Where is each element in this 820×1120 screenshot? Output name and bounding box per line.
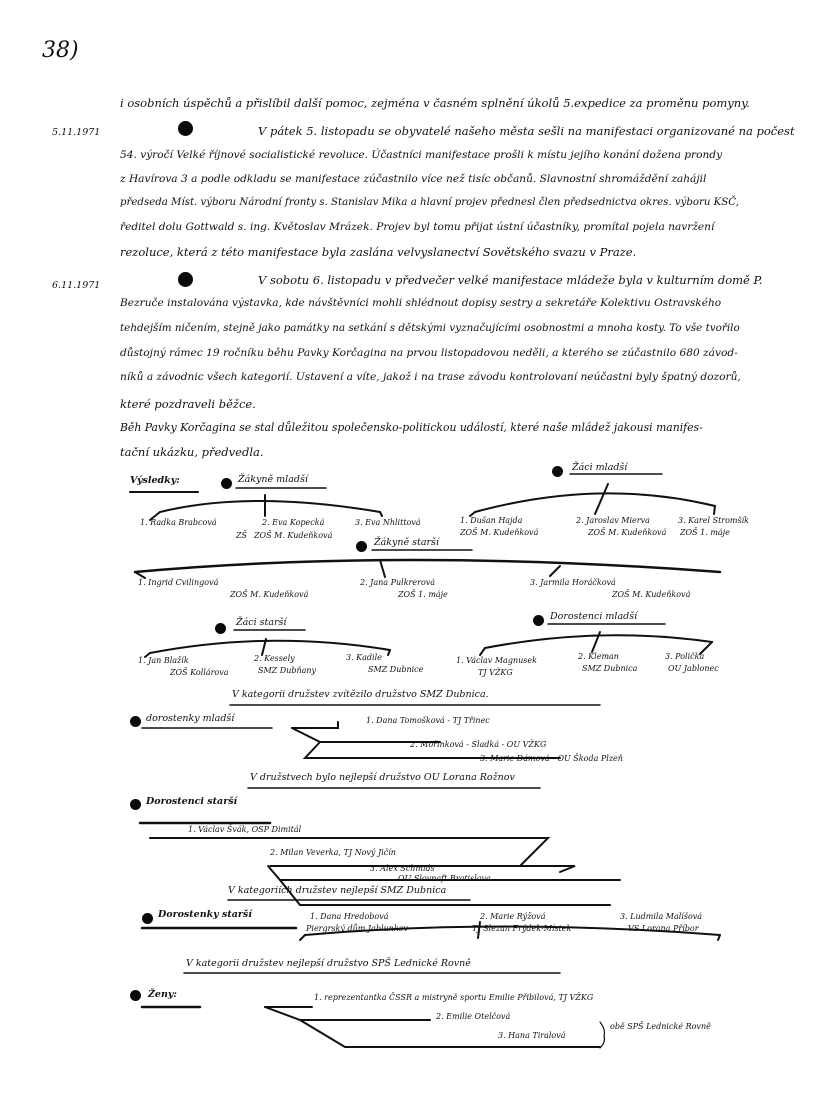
result-club: SMZ Dubnica (582, 664, 638, 673)
result-club: ZOŠ M. Kudeňková (460, 528, 539, 537)
result-name: 2. Jana Pulkrerová (360, 578, 436, 587)
bullet-dot (215, 623, 226, 634)
bullet-dot (552, 466, 563, 477)
result-club: ZŠ (236, 531, 248, 540)
body-line: tační ukázku, předvedla. (120, 445, 264, 459)
result-entry: 3. Marie Dámová - OU Škoda Plzeň (480, 754, 623, 763)
result-entry: 1. reprezentantka ČSSR a mistryně sportu Emilie Přibilová, TJ VŽKG (314, 993, 594, 1002)
result-name: 3. Alex Schmids (370, 864, 435, 873)
result-name: 3. Jarmila Horáčková (530, 578, 616, 587)
body-line: ředitel dolu Gottwald s. ing. Květoslav Mrázek. Projev byl tomu přijat ústní účastníky, promítal pojela navržení (120, 221, 715, 233)
body-line: tehdejším ničením, stejně jako památky na setkání s dětskými vyznačujícími osobnostmi a mnoha kosty. To vše tvořilo (120, 322, 740, 334)
team-result: V družstvech bylo nejlepší družstvo OU Lorana Rožnov (250, 772, 515, 783)
team-result: V kategorii družstev zvítězilo družstvo SMZ Dubnica. (232, 689, 489, 700)
category-title: Ženy: (148, 989, 177, 1000)
category-title: dorostenky mladší (146, 713, 235, 724)
category-title: Dorostenky starší (158, 909, 252, 920)
body-line: 54. výročí Velké říjnové socialistické revoluce. Účastníci manifestace prošli k místu jejího konání dožena prondy (120, 149, 723, 161)
body-line: níků a závodnic všech kategorií. Ustavení a víte, jakož i na trase závodu kontrolovaní neúčastni byly špatný dozorů, (120, 371, 741, 383)
result-name: 1. Dana Hredobová (310, 912, 389, 921)
result-name: 3. Kadile (346, 653, 382, 662)
result-name: 2. Kessely (254, 654, 295, 663)
result-club: Piergrský dům Jablunkov (306, 924, 409, 933)
result-entry: 3. Hana Tiralová (498, 1031, 566, 1040)
body-line: V pátek 5. listopadu se obyvatelé našeho města sešli na manifestaci organizované na počest (258, 124, 795, 138)
result-name: 3. Ludmila Malíšová (620, 912, 703, 921)
result-club: TJ Slezan Frýdek-Místek (472, 924, 572, 933)
bullet-dot (130, 799, 141, 810)
bullet-dot (356, 541, 367, 552)
body-line: Bezruče instalována výstavka, kde návštěvníci mohli shlédnout dopisy sestry a sekretáře Kolektivu Ostravského (120, 297, 722, 309)
margin-date-1: 5.11.1971 (52, 127, 101, 138)
category-title: Žákyně mladší (238, 474, 308, 485)
team-result: V kategoriích družstev nejlepší SMZ Dubnica (228, 885, 447, 896)
result-name: 2. Kleman (578, 652, 619, 661)
category-title: Žáci starší (236, 617, 287, 628)
body-line: které pozdraveli běžce. (120, 397, 256, 411)
result-name: 2. Milan Veverka, TJ Nový Jičín (270, 848, 396, 857)
body-line: předseda Míst. výboru Národní fronty s. Stanislav Mika a hlavní projev přednesl člen předsednictva okres. výboru KSČ, (120, 197, 739, 208)
result-club: SMZ Dubnice (368, 665, 424, 674)
body-line: V sobotu 6. listopadu v předvečer velké manifestace mládeže byla v kulturním domě P. (258, 273, 763, 287)
body-line: Běh Pavky Korčagina se stal důležitou společensko-politickou událostí, které naše mládež jakousi manifes- (120, 421, 703, 434)
result-club: ZOŠ 1. máje (398, 590, 448, 599)
result-club: ZOŠ M. Kudeňková (254, 531, 333, 540)
result-club: ZOŠ M. Kudeňková (612, 590, 691, 599)
body-line: důstojný rámec 19 ročníku běhu Pavky Korčagina na prvou listopadovou neděli, a kterého se zúčastnilo 680 závod- (120, 347, 738, 359)
result-name: 3. Eva Nhlittová (355, 518, 421, 527)
result-name: 1. Ingrid Cvilingová (138, 578, 219, 587)
body-line: rezoluce, která z této manifestace byla zaslána velvyslanectví Sovětského svazu v Praze. (120, 245, 637, 259)
result-club: ZOŠ 1. máje (680, 528, 730, 537)
result-club: OU Slovnaft Bratislava (398, 874, 491, 883)
result-name: 3. Karel Stromšík (678, 516, 750, 525)
result-name: 1. Radka Brabcová (140, 518, 217, 527)
result-name: 1. Jan Blažík (138, 656, 189, 665)
category-title: Dorostenci starší (146, 796, 238, 807)
margin-date-2: 6.11.1971 (52, 280, 101, 291)
result-club: ZOŠ M. Kudeňková (230, 590, 309, 599)
result-name: 2. Eva Kopecká (262, 518, 325, 527)
result-name: 2. Marie Rýžová (480, 912, 546, 921)
result-club: VS Lorana Příbor (628, 924, 699, 933)
result-entry: 1. Dana Tomošková - TJ Třinec (366, 716, 490, 725)
result-name: 1. Dušan Hajda (460, 516, 523, 525)
result-club: OU Jablonec (668, 664, 719, 673)
category-title: Dorostenci mladší (550, 611, 638, 622)
result-name: 1. Václav Švák, OSP Dimitál (188, 825, 302, 834)
result-entry: 2. Mořinková - Sladká - OU VŽKG (410, 740, 547, 749)
bullet-dot (533, 615, 544, 626)
body-line: z Havírova 3 a podle odkladu se manifestace zúčastnilo více než tisíc občanů. Slavnostní shromáždění zahájil (120, 173, 707, 185)
result-name: 1. Václav Magnusek (456, 656, 537, 665)
result-club: ZOŠ Kollárova (170, 668, 229, 677)
category-title: Žáci mladší (572, 462, 628, 473)
team-result: V kategorii družstev nejlepší družstvo SPŠ Lednické Rovně (186, 958, 471, 969)
result-club: SMZ Dubňany (258, 666, 317, 675)
body-line: i osobních úspěchů a přislíbil další pomoc, zejména v časném splnění úkolů 5.expedice za proměnu pomyny. (120, 96, 750, 110)
results-label: Výsledky: (130, 475, 180, 486)
bullet-dot (142, 913, 153, 924)
bullet-dot (221, 478, 232, 489)
page-number: 38) (42, 38, 79, 63)
result-entry: 2. Emilie Otelčová (436, 1012, 511, 1021)
result-name: 2. Jaroslav Mierva (576, 516, 650, 525)
bullet-dot (130, 990, 141, 1001)
result-club: ZOŠ M. Kudeňková (588, 528, 667, 537)
bullet-dot (130, 716, 141, 727)
result-note: obě SPŠ Lednické Rovně (610, 1022, 711, 1031)
result-name: 3. Polička (665, 652, 705, 661)
category-title: Žákyně starší (374, 537, 439, 548)
result-club: TJ VŽKG (478, 668, 513, 677)
